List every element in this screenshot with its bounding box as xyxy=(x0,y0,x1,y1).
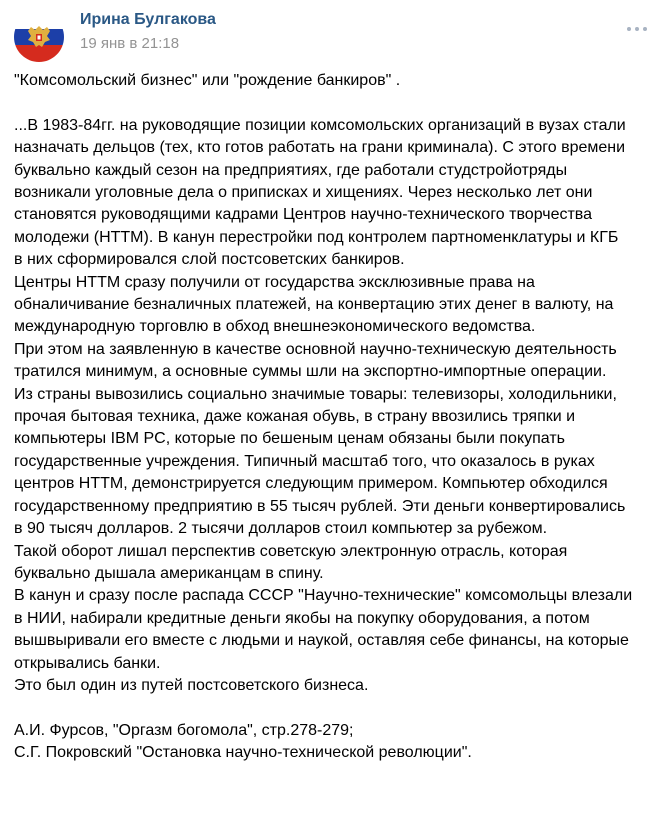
post-text-line: открывались банки. xyxy=(14,654,161,672)
post-text-line: государственные учреждения. Типичный масштаб того, что оказалось в руках xyxy=(14,452,595,470)
post-text xyxy=(14,70,664,765)
post-text-line: "Комсомольский бизнес" или "рождение банкиров" . xyxy=(14,72,401,89)
post-text-line: возникали уголовные дела о приписках и хищениях. Через несколько лет они xyxy=(14,184,593,202)
post-text-line: обналичивание безналичных платежей, на конвертацию этих денег в валюту, на xyxy=(14,296,614,314)
post-text-line: Из страны вывозились социально значимые товары: телевизоры, холодильники, xyxy=(14,385,617,403)
post-text-line: Центры НТТМ сразу получили от государства эксклюзивные права на xyxy=(14,273,535,291)
post-text-line: прочая бытовая техника, даже кожаная обувь, в страну ввозились тряпки и xyxy=(14,408,576,426)
post-text-line: Такой оборот лишал перспектив советскую электронную отрасль, которая xyxy=(14,542,568,560)
post-text-line: вышвыривали его вместе с людьми и наукой, оставляя себе финансы, на которые xyxy=(14,632,629,650)
blank-line xyxy=(14,92,664,114)
post-text-line: центров НТТМ, демонстрируется следующим примером. Компьютер обходился xyxy=(14,475,608,493)
post-text-line: В канун и сразу после распада СССР "Научно-технические" комсомольцы влезали xyxy=(14,587,633,605)
post-text-line: назначать дельцов (тех, кто готов работать на грани криминала). С этого времени xyxy=(14,139,626,157)
post-text-line: компьютеры IBM PC, которые по бешеным ценам обязаны были покупать xyxy=(14,430,565,448)
post-text-line: ...В 1983-84гг. на руководящие позиции комсомольских организаций в вузах стали xyxy=(14,116,626,134)
post-text-line: буквально каждый сезон на предприятиях, где работали студстройотряды xyxy=(14,161,568,179)
post-text-line: Это был один из путей постсоветского бизнеса. xyxy=(14,676,369,694)
post-text-line: в НИИ, набирали кредитные деньги якобы на покупку оборудования, а потом xyxy=(14,609,590,627)
post-text-line: международную торговлю в обход внешнеэкономического ведомства. xyxy=(14,318,536,336)
russian-flag-coat-of-arms-icon xyxy=(14,12,64,62)
avatar[interactable] xyxy=(14,12,64,62)
post-text-line: в них сформировался слой постсоветских банкиров. xyxy=(14,251,405,269)
post-date[interactable]: 19 янв в 21:18 xyxy=(80,35,180,52)
post-text-line: в 90 тысяч долларов. 2 тысячи долларов стоил компьютер за рубежом. xyxy=(14,520,548,538)
post-text-line: С.Г. Покровский "Остановка научно-технической революции". xyxy=(14,744,472,762)
post-text-line: становятся руководящими кадрами Центров научно-технического творчества xyxy=(14,206,593,224)
more-options-icon[interactable] xyxy=(627,26,647,32)
post-text-line: государственному предприятию в 55 тысяч рублей. Эти деньги конвертировались xyxy=(14,497,626,515)
post-text-line: тратился минимум, а основные суммы шли на экспортно-импортные операции. xyxy=(14,363,607,381)
author-name[interactable]: Ирина Булгакова xyxy=(80,11,216,28)
post-text-line: При этом на заявленную в качестве основной научно-техническую деятельность xyxy=(14,340,617,358)
post-text-line: буквально дышала американцам в спину. xyxy=(14,564,324,582)
post-text-line: молодежи (НТТМ). В канун перестройки под контролем партноменклатуры и КГБ xyxy=(14,228,619,246)
blank-line xyxy=(14,697,664,719)
post-text-line: А.И. Фурсов, "Оргазм богомола", стр.278-279; xyxy=(14,721,354,739)
